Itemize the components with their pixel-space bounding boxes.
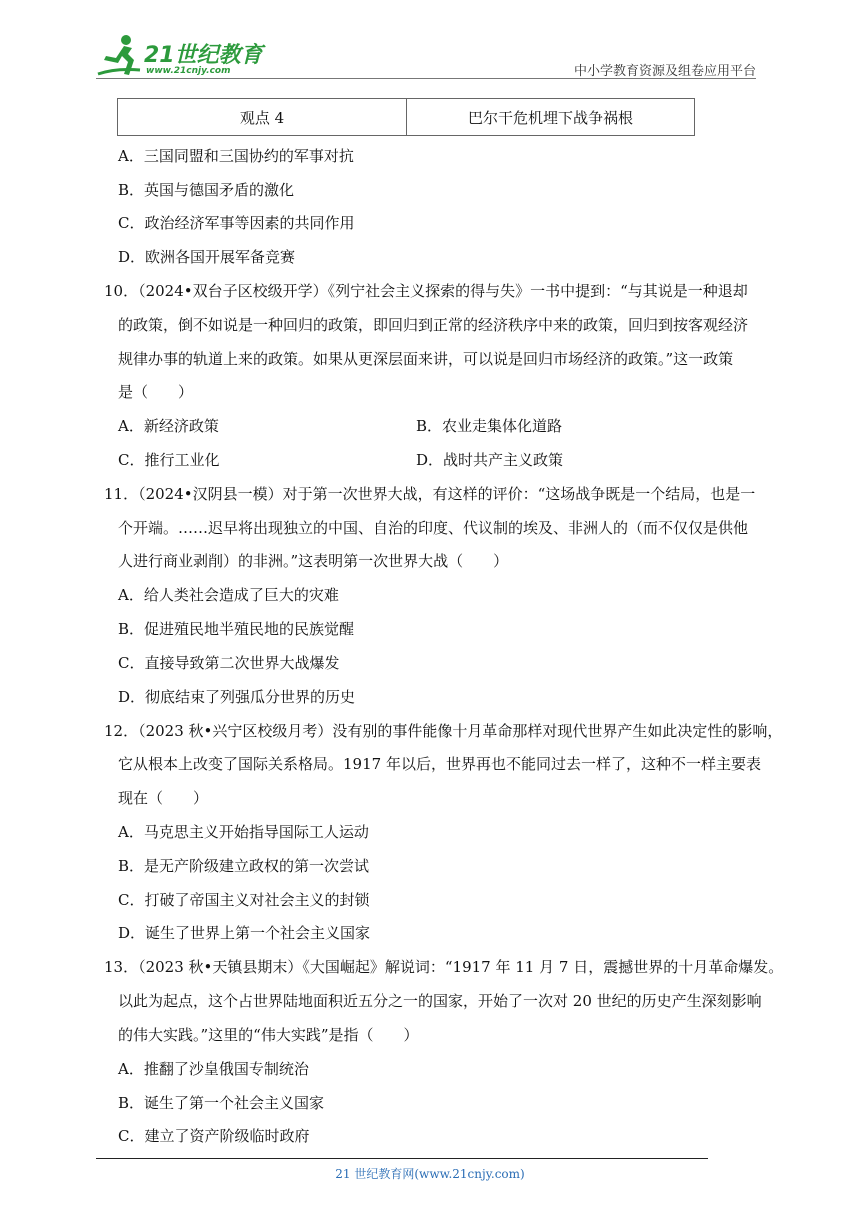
q12-option-b[interactable]: B．是无产阶级建立政权的第一次尝试 xyxy=(118,857,370,875)
q13-stem-line-2: 以此为起点，这个占世界陆地面积近五分之一的国家，开始了一次对 20 世纪的历史产生深刻影响 xyxy=(118,992,762,1010)
q12-stem-line-2: 它从根本上改变了国际关系格局。1917 年以后，世界再也不能同过去一样了，这种不一样主要表 xyxy=(118,755,761,773)
runner-logo-icon xyxy=(96,30,146,80)
page-header xyxy=(0,0,860,84)
table-cell-label: 观点 4 xyxy=(118,99,407,136)
viewpoint-table xyxy=(117,98,695,136)
q10-option-d[interactable]: D．战时共产主义政策 xyxy=(416,451,564,469)
q10-stem-line-3: 规律办事的轨道上来的政策。如果从更深层面来讲，可以说是回归市场经济的政策。”这一政策 xyxy=(118,350,734,368)
q10-stem-line-4: 是（ ） xyxy=(118,383,194,401)
q12-stem-line-3: 现在（ ） xyxy=(118,789,209,807)
q12-option-d[interactable]: D．诞生了世界上第一个社会主义国家 xyxy=(118,924,371,942)
site-logo[interactable] xyxy=(96,30,266,80)
footer-divider xyxy=(96,1158,708,1159)
q13-option-b[interactable]: B．诞生了第一个社会主义国家 xyxy=(118,1094,325,1112)
q13-option-c[interactable]: C．建立了资产阶级临时政府 xyxy=(118,1127,310,1145)
header-divider xyxy=(96,78,756,79)
q11-option-b[interactable]: B．促进殖民地半殖民地的民族觉醒 xyxy=(118,620,355,638)
table-row xyxy=(118,99,695,136)
footer-link[interactable]: 21 世纪教育网(www.21cnjy.com) xyxy=(335,1167,525,1181)
q9-option-d[interactable]: D．欧洲各国开展军备竞赛 xyxy=(118,248,296,266)
q12-option-c[interactable]: C．打破了帝国主义对社会主义的封锁 xyxy=(118,891,370,909)
q11-option-c[interactable]: C．直接导致第二次世界大战爆发 xyxy=(118,654,340,672)
q10-option-c[interactable]: C．推行工业化 xyxy=(118,451,220,469)
q10-stem-line-1: 10．（2024•双台子区校级开学）《列宁社会主义探索的得与失》一书中提到：“与其说是一种退却 xyxy=(104,282,748,300)
q13-stem-line-1: 13．（2023 秋•天镇县期末）《大国崛起》解说词：“1917 年 11 月 7 日，震撼世界的十月革命爆发。 xyxy=(104,958,784,976)
q9-option-c[interactable]: C．政治经济军事等因素的共同作用 xyxy=(118,214,355,232)
q11-option-d[interactable]: D．彻底结束了列强瓜分世界的历史 xyxy=(118,688,356,706)
platform-title: 中小学教育资源及组卷应用平台 xyxy=(573,64,756,79)
table-cell-value: 巴尔干危机埋下战争祸根 xyxy=(407,99,695,136)
q11-option-a[interactable]: A．给人类社会造成了巨大的灾难 xyxy=(118,586,339,604)
q10-option-b[interactable]: B．农业走集体化道路 xyxy=(416,417,563,435)
logo-url: www.21cnjy.com xyxy=(146,66,231,76)
q12-stem-line-1: 12．（2023 秋•兴宁区校级月考）没有别的事件能像十月革命那样对现代世界产生如此决定性的影响， xyxy=(104,722,783,740)
q10-stem-line-2: 的政策，倒不如说是一种回归的政策，即回归到正常的经济秩序中来的政策，回归到按客观经济 xyxy=(118,316,749,334)
q11-stem-line-3: 人进行商业剥削）的非洲。”这表明第一次世界大战（ ） xyxy=(118,552,509,570)
q13-stem-line-3: 的伟大实践。”这里的“伟大实践”是指（ ） xyxy=(118,1026,419,1044)
q12-option-a[interactable]: A．马克思主义开始指导国际工人运动 xyxy=(118,823,369,841)
q9-option-b[interactable]: B．英国与德国矛盾的激化 xyxy=(118,181,295,199)
q9-option-a[interactable]: A．三国同盟和三国协约的军事对抗 xyxy=(118,147,354,165)
q13-option-a[interactable]: A．推翻了沙皇俄国专制统治 xyxy=(118,1060,309,1078)
q11-stem-line-1: 11．（2024•汉阴县一模）对于第一次世界大战，有这样的评价：“这场战争既是一个结局，也是一 xyxy=(104,485,756,503)
q10-option-a[interactable]: A．新经济政策 xyxy=(118,417,219,435)
q11-stem-line-2: 个开端。……迟早将出现独立的中国、自治的印度、代议制的埃及、非洲人的（而不仅仅是供他 xyxy=(118,519,749,537)
logo-text: 21世纪教育 xyxy=(144,43,263,68)
